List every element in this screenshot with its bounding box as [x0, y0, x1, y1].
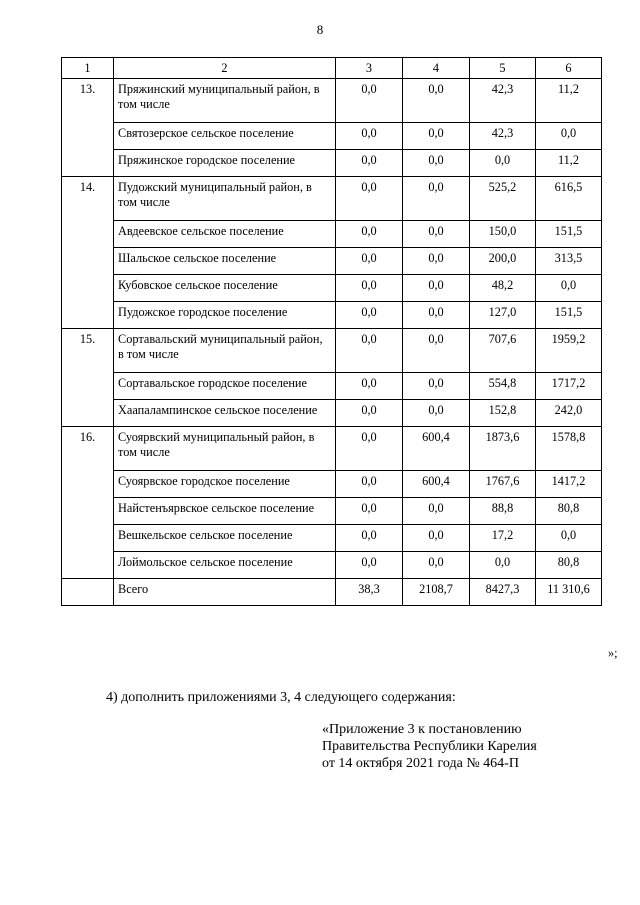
- name-cell: Вешкельское сельское поселение: [114, 525, 336, 552]
- row-number-cell: [62, 525, 114, 552]
- row-number-cell: [62, 275, 114, 302]
- table-row: [62, 150, 602, 177]
- value-cell-c3: 0,0: [336, 525, 403, 552]
- value-cell-c3: 0,0: [336, 400, 403, 427]
- row-number-cell: [62, 302, 114, 329]
- table-row: [62, 302, 602, 329]
- value-cell-c3: 0,0: [336, 221, 403, 248]
- value-cell-c5: 200,0: [470, 248, 536, 275]
- row-number-cell: [62, 579, 114, 606]
- name-cell: Сортавальский муниципальный район, в том числе: [114, 329, 336, 373]
- value-cell-c6: 151,5: [536, 302, 602, 329]
- value-cell-c4: 0,0: [403, 525, 470, 552]
- table-row: [62, 329, 602, 373]
- header-cell: 3: [336, 58, 403, 79]
- name-cell: Кубовское сельское поселение: [114, 275, 336, 302]
- value-cell-c5: 88,8: [470, 498, 536, 525]
- value-cell-c3: 0,0: [336, 427, 403, 471]
- value-cell-c5: 525,2: [470, 177, 536, 221]
- row-number-cell: [62, 373, 114, 400]
- table-row: [62, 373, 602, 400]
- value-cell-c4: 600,4: [403, 471, 470, 498]
- header-cell: 5: [470, 58, 536, 79]
- value-cell-c5: 0,0: [470, 552, 536, 579]
- table-row: [62, 123, 602, 150]
- table-row: [62, 79, 602, 123]
- value-cell-c6: 151,5: [536, 221, 602, 248]
- value-cell-c4: 0,0: [403, 150, 470, 177]
- value-cell-c4: 0,0: [403, 221, 470, 248]
- name-cell: Хаапалампинское сельское поселение: [114, 400, 336, 427]
- value-cell-c3: 0,0: [336, 471, 403, 498]
- value-cell-c6: 1959,2: [536, 329, 602, 373]
- value-cell-c3: 0,0: [336, 302, 403, 329]
- row-number-cell: 14.: [62, 177, 114, 221]
- value-cell-c6: 0,0: [536, 275, 602, 302]
- table-row: [62, 221, 602, 248]
- total-value-c5: 8427,3: [470, 579, 536, 606]
- value-cell-c4: 0,0: [403, 329, 470, 373]
- value-cell-c3: 0,0: [336, 275, 403, 302]
- table-row: [62, 525, 602, 552]
- value-cell-c5: 152,8: [470, 400, 536, 427]
- value-cell-c4: 0,0: [403, 373, 470, 400]
- name-cell: Пряжинский муниципальный район, в том числе: [114, 79, 336, 123]
- value-cell-c6: 11,2: [536, 150, 602, 177]
- total-value-c6: 11 310,6: [536, 579, 602, 606]
- table-row: [62, 427, 602, 471]
- value-cell-c6: 0,0: [536, 123, 602, 150]
- table-row: [62, 177, 602, 221]
- value-cell-c6: 242,0: [536, 400, 602, 427]
- value-cell-c5: 0,0: [470, 150, 536, 177]
- value-cell-c4: 0,0: [403, 552, 470, 579]
- name-cell: Пудожское городское поселение: [114, 302, 336, 329]
- value-cell-c4: 600,4: [403, 427, 470, 471]
- name-cell: Сортавальское городское поселение: [114, 373, 336, 400]
- table-row: [62, 248, 602, 275]
- value-cell-c4: 0,0: [403, 498, 470, 525]
- value-cell-c6: 80,8: [536, 552, 602, 579]
- value-cell-c5: 127,0: [470, 302, 536, 329]
- value-cell-c6: 80,8: [536, 498, 602, 525]
- value-cell-c3: 0,0: [336, 373, 403, 400]
- header-cell: 2: [114, 58, 336, 79]
- row-number-cell: [62, 552, 114, 579]
- closing-quote-mark: »;: [608, 646, 618, 660]
- table-header-row: [62, 58, 602, 79]
- value-cell-c3: 0,0: [336, 177, 403, 221]
- table-row: [62, 471, 602, 498]
- appendix-heading: [322, 721, 537, 772]
- row-number-cell: [62, 221, 114, 248]
- name-cell: Пудожский муниципальный район, в том числе: [114, 177, 336, 221]
- value-cell-c6: 1578,8: [536, 427, 602, 471]
- appendix-line: от 14 октября 2021 года № 464-П: [322, 756, 519, 771]
- row-number-cell: [62, 150, 114, 177]
- value-cell-c3: 0,0: [336, 329, 403, 373]
- name-cell: Суоярвское городское поселение: [114, 471, 336, 498]
- value-cell-c4: 0,0: [403, 123, 470, 150]
- value-cell-c3: 0,0: [336, 248, 403, 275]
- value-cell-c5: 1767,6: [470, 471, 536, 498]
- value-cell-c3: 0,0: [336, 552, 403, 579]
- table-row: [62, 400, 602, 427]
- value-cell-c5: 707,6: [470, 329, 536, 373]
- value-cell-c6: 616,5: [536, 177, 602, 221]
- name-cell: Суоярвский муниципальный район, в том числе: [114, 427, 336, 471]
- appendix-line: Правительства Республики Карелия: [322, 739, 537, 754]
- name-cell: Найстенъярвское сельское поселение: [114, 498, 336, 525]
- value-cell-c5: 150,0: [470, 221, 536, 248]
- row-number-cell: [62, 471, 114, 498]
- row-number-cell: [62, 123, 114, 150]
- total-value-c4: 2108,7: [403, 579, 470, 606]
- value-cell-c5: 42,3: [470, 123, 536, 150]
- data-table: [61, 57, 602, 606]
- value-cell-c4: 0,0: [403, 177, 470, 221]
- name-cell: Пряжинское городское поселение: [114, 150, 336, 177]
- header-cell: 4: [403, 58, 470, 79]
- amendment-paragraph: 4) дополнить приложениями 3, 4 следующего содержания:: [106, 690, 456, 705]
- table-row: [62, 498, 602, 525]
- value-cell-c4: 0,0: [403, 275, 470, 302]
- value-cell-c6: 313,5: [536, 248, 602, 275]
- table-row: [62, 552, 602, 579]
- value-cell-c5: 1873,6: [470, 427, 536, 471]
- value-cell-c3: 0,0: [336, 79, 403, 123]
- row-number-cell: 13.: [62, 79, 114, 123]
- name-cell: Авдеевское сельское поселение: [114, 221, 336, 248]
- appendix-line: «Приложение 3 к постановлению: [322, 722, 522, 737]
- name-cell: Святозерское сельское поселение: [114, 123, 336, 150]
- row-number-cell: 16.: [62, 427, 114, 471]
- value-cell-c3: 0,0: [336, 498, 403, 525]
- header-cell: 1: [62, 58, 114, 79]
- row-number-cell: [62, 400, 114, 427]
- header-cell: 6: [536, 58, 602, 79]
- total-label: Всего: [114, 579, 336, 606]
- value-cell-c6: 1717,2: [536, 373, 602, 400]
- row-number-cell: 15.: [62, 329, 114, 373]
- value-cell-c4: 0,0: [403, 248, 470, 275]
- value-cell-c3: 0,0: [336, 150, 403, 177]
- value-cell-c5: 554,8: [470, 373, 536, 400]
- value-cell-c6: 0,0: [536, 525, 602, 552]
- name-cell: Лоймольское сельское поселение: [114, 552, 336, 579]
- value-cell-c5: 42,3: [470, 79, 536, 123]
- page-number: 8: [316, 22, 324, 37]
- name-cell: Шальское сельское поселение: [114, 248, 336, 275]
- value-cell-c4: 0,0: [403, 302, 470, 329]
- value-cell-c3: 0,0: [336, 123, 403, 150]
- row-number-cell: [62, 498, 114, 525]
- value-cell-c6: 11,2: [536, 79, 602, 123]
- value-cell-c4: 0,0: [403, 400, 470, 427]
- value-cell-c4: 0,0: [403, 79, 470, 123]
- value-cell-c5: 17,2: [470, 525, 536, 552]
- total-value-c3: 38,3: [336, 579, 403, 606]
- row-number-cell: [62, 248, 114, 275]
- value-cell-c6: 1417,2: [536, 471, 602, 498]
- table-row: [62, 275, 602, 302]
- total-row: [62, 579, 602, 606]
- value-cell-c5: 48,2: [470, 275, 536, 302]
